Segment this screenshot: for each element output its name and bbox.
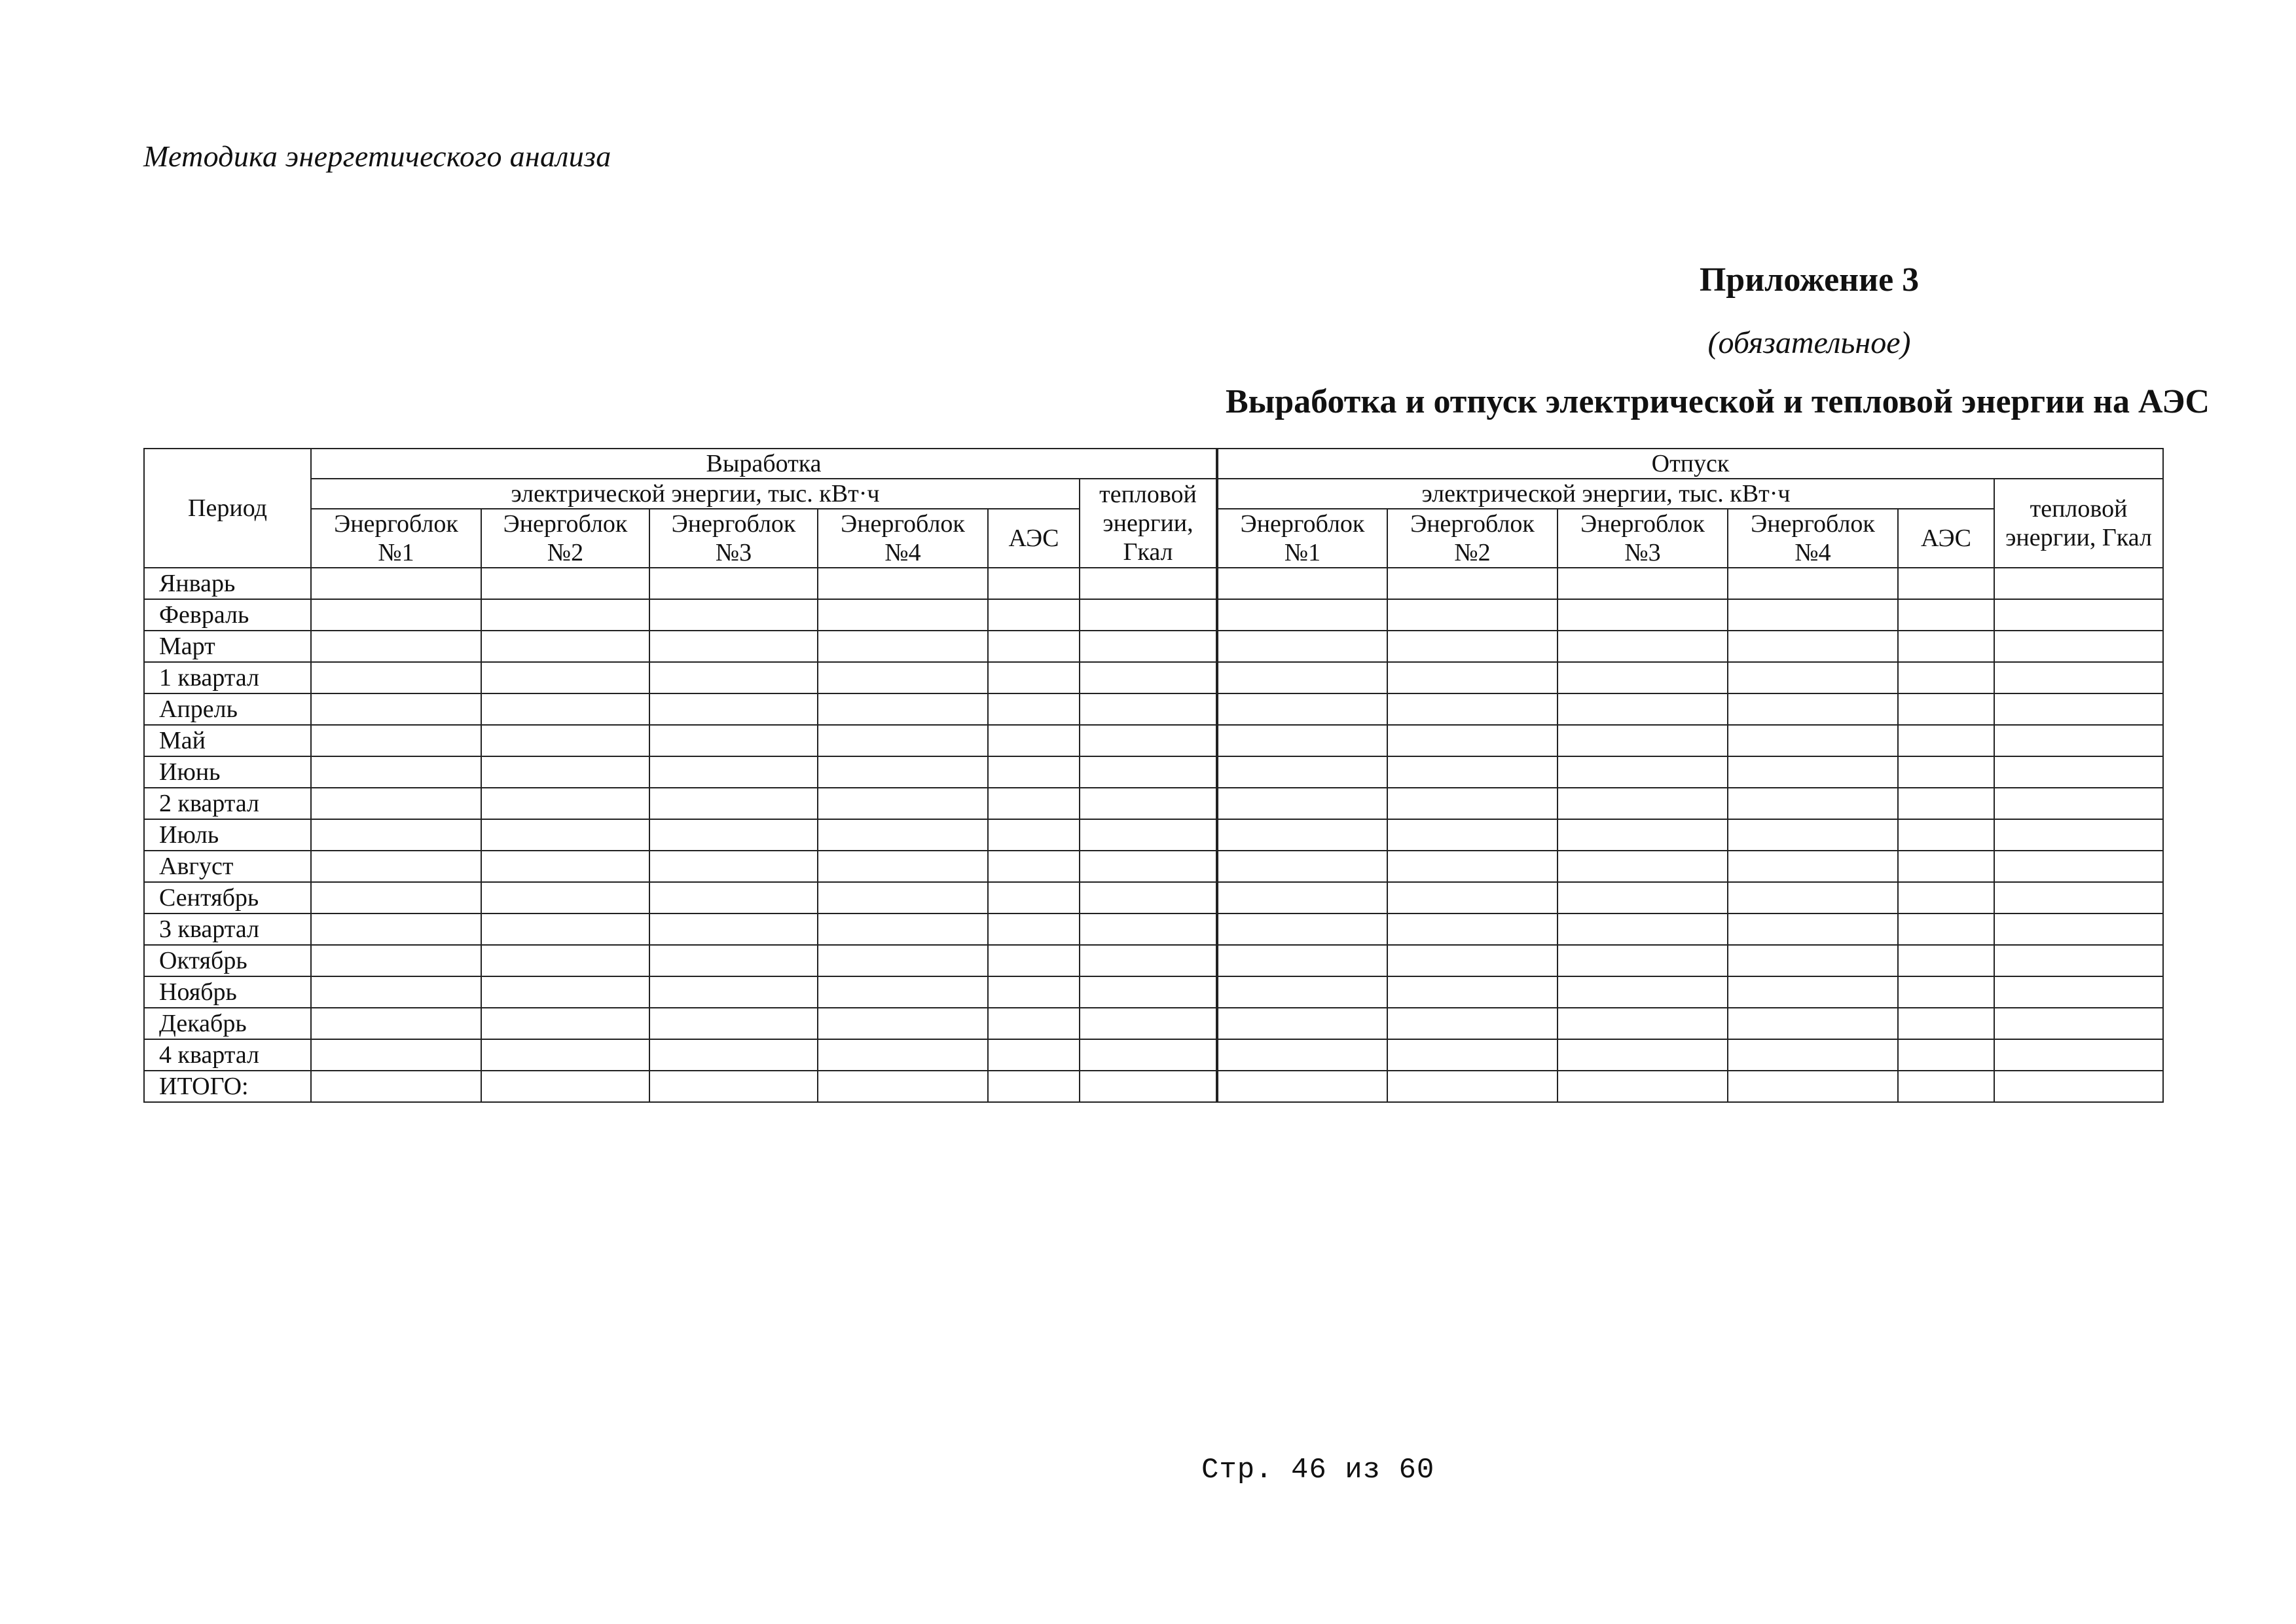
data-cell[interactable] xyxy=(1387,631,1558,662)
table-row xyxy=(144,1039,2163,1071)
period-cell: 1 квартал xyxy=(144,662,311,693)
period-cell: Сентябрь xyxy=(144,882,311,913)
data-cell[interactable] xyxy=(1728,693,1898,725)
data-cell[interactable] xyxy=(1080,819,1217,851)
table-row xyxy=(144,1008,2163,1039)
data-cell[interactable] xyxy=(988,1039,1080,1071)
data-cell[interactable] xyxy=(988,913,1080,945)
data-cell[interactable] xyxy=(311,568,481,599)
table-row xyxy=(144,662,2163,693)
data-cell[interactable] xyxy=(649,568,818,599)
data-cell[interactable] xyxy=(311,725,481,756)
data-cell[interactable] xyxy=(988,945,1080,976)
data-cell[interactable] xyxy=(1217,725,1387,756)
data-cell[interactable] xyxy=(1080,976,1217,1008)
data-cell[interactable] xyxy=(818,913,988,945)
data-cell[interactable] xyxy=(481,693,649,725)
period-cell: Август xyxy=(144,851,311,882)
data-cell[interactable] xyxy=(988,882,1080,913)
data-cell[interactable] xyxy=(649,913,818,945)
data-cell[interactable] xyxy=(1217,662,1387,693)
data-cell[interactable] xyxy=(481,725,649,756)
data-cell[interactable] xyxy=(1994,725,2163,756)
table-row xyxy=(144,882,2163,913)
data-cell[interactable] xyxy=(818,631,988,662)
data-cell[interactable] xyxy=(1898,599,1994,631)
data-cell[interactable] xyxy=(1217,1008,1387,1039)
header-row-subgroups xyxy=(144,479,2163,509)
data-cell[interactable] xyxy=(1387,851,1558,882)
data-cell[interactable] xyxy=(1080,662,1217,693)
table-row xyxy=(144,945,2163,976)
data-cell[interactable] xyxy=(1217,568,1387,599)
period-cell: ИТОГО: xyxy=(144,1071,311,1102)
period-cell: 3 квартал xyxy=(144,913,311,945)
data-cell[interactable] xyxy=(649,976,818,1008)
data-cell[interactable] xyxy=(1387,882,1558,913)
data-cell[interactable] xyxy=(1080,851,1217,882)
appendix-title: Приложение 3 xyxy=(1699,261,1920,299)
appendix-subtitle: (обязательное) xyxy=(1707,325,1911,360)
data-cell[interactable] xyxy=(1217,788,1387,819)
production-electric-header: электрической энергии, тыс. кВт·ч xyxy=(311,479,1080,509)
data-cell[interactable] xyxy=(1728,913,1898,945)
data-cell[interactable] xyxy=(649,599,818,631)
period-cell: Декабрь xyxy=(144,1008,311,1039)
supply-heat-header: тепловой энергии, Гкал xyxy=(1994,479,2163,568)
data-cell[interactable] xyxy=(1558,1008,1728,1039)
data-cell[interactable] xyxy=(1558,631,1728,662)
data-cell[interactable] xyxy=(311,631,481,662)
data-cell[interactable] xyxy=(649,819,818,851)
data-cell[interactable] xyxy=(818,725,988,756)
data-cell[interactable] xyxy=(1080,756,1217,788)
data-cell[interactable] xyxy=(311,756,481,788)
data-cell[interactable] xyxy=(1080,725,1217,756)
supply-electric-header: электрической энергии, тыс. кВт·ч xyxy=(1217,479,1994,509)
data-cell[interactable] xyxy=(1217,976,1387,1008)
data-cell[interactable] xyxy=(1898,693,1994,725)
data-cell[interactable] xyxy=(818,1008,988,1039)
table-row xyxy=(144,819,2163,851)
data-cell[interactable] xyxy=(1217,693,1387,725)
data-cell[interactable] xyxy=(1994,945,2163,976)
data-cell[interactable] xyxy=(1898,1071,1994,1102)
data-cell[interactable] xyxy=(1387,976,1558,1008)
data-cell[interactable] xyxy=(481,819,649,851)
data-cell[interactable] xyxy=(1728,631,1898,662)
production-npp-header: АЭС xyxy=(988,509,1080,568)
production-unit-4-header: Энергоблок №4 xyxy=(818,509,988,568)
data-cell[interactable] xyxy=(818,1039,988,1071)
data-cell[interactable] xyxy=(1558,913,1728,945)
data-cell[interactable] xyxy=(1898,976,1994,1008)
data-cell[interactable] xyxy=(1387,725,1558,756)
data-cell[interactable] xyxy=(1080,945,1217,976)
data-cell[interactable] xyxy=(481,631,649,662)
data-cell[interactable] xyxy=(1558,788,1728,819)
data-cell[interactable] xyxy=(1994,756,2163,788)
header-row-groups xyxy=(144,449,2163,479)
data-cell[interactable] xyxy=(1558,851,1728,882)
data-cell[interactable] xyxy=(1387,1008,1558,1039)
data-cell[interactable] xyxy=(311,819,481,851)
data-cell[interactable] xyxy=(1217,599,1387,631)
data-cell[interactable] xyxy=(1217,945,1387,976)
table-row xyxy=(144,851,2163,882)
production-heat-header: тепловой энергии, Гкал xyxy=(1080,479,1217,568)
data-cell[interactable] xyxy=(1898,819,1994,851)
data-cell[interactable] xyxy=(1898,631,1994,662)
data-cell[interactable] xyxy=(311,788,481,819)
data-cell[interactable] xyxy=(1728,976,1898,1008)
data-cell[interactable] xyxy=(818,882,988,913)
period-cell: Апрель xyxy=(144,693,311,725)
data-cell[interactable] xyxy=(1994,976,2163,1008)
data-cell[interactable] xyxy=(1387,693,1558,725)
data-cell[interactable] xyxy=(1217,1071,1387,1102)
table-row xyxy=(144,976,2163,1008)
data-cell[interactable] xyxy=(1994,819,2163,851)
period-cell: Октябрь xyxy=(144,945,311,976)
data-cell[interactable] xyxy=(311,599,481,631)
data-cell[interactable] xyxy=(649,945,818,976)
supply-unit-3-header: Энергоблок №3 xyxy=(1558,509,1728,568)
data-cell[interactable] xyxy=(1217,819,1387,851)
data-cell[interactable] xyxy=(1217,756,1387,788)
supply-unit-1-header: Энергоблок №1 xyxy=(1217,509,1387,568)
running-title: Методика энергетического анализа xyxy=(143,139,611,173)
data-cell[interactable] xyxy=(1994,1071,2163,1102)
table-row xyxy=(144,756,2163,788)
data-cell[interactable] xyxy=(1217,1039,1387,1071)
data-cell[interactable] xyxy=(1728,1039,1898,1071)
data-cell[interactable] xyxy=(1387,819,1558,851)
table-row xyxy=(144,693,2163,725)
data-cell[interactable] xyxy=(1898,913,1994,945)
data-cell[interactable] xyxy=(988,599,1080,631)
data-cell[interactable] xyxy=(818,788,988,819)
data-cell[interactable] xyxy=(988,568,1080,599)
data-cell[interactable] xyxy=(649,662,818,693)
data-cell[interactable] xyxy=(1080,1008,1217,1039)
data-cell[interactable] xyxy=(1898,788,1994,819)
data-cell[interactable] xyxy=(649,631,818,662)
data-cell[interactable] xyxy=(1558,756,1728,788)
data-cell[interactable] xyxy=(988,819,1080,851)
table-row xyxy=(144,1071,2163,1102)
data-cell[interactable] xyxy=(1994,851,2163,882)
data-cell[interactable] xyxy=(649,693,818,725)
data-cell[interactable] xyxy=(1217,851,1387,882)
data-cell[interactable] xyxy=(1387,568,1558,599)
data-cell[interactable] xyxy=(1728,1071,1898,1102)
data-cell[interactable] xyxy=(481,913,649,945)
data-cell[interactable] xyxy=(1558,568,1728,599)
data-cell[interactable] xyxy=(481,1008,649,1039)
data-cell[interactable] xyxy=(1898,568,1994,599)
period-cell: Март xyxy=(144,631,311,662)
data-cell[interactable] xyxy=(1080,1039,1217,1071)
data-cell[interactable] xyxy=(1728,851,1898,882)
data-cell[interactable] xyxy=(1217,631,1387,662)
table-row xyxy=(144,568,2163,599)
data-cell[interactable] xyxy=(1387,1071,1558,1102)
production-unit-3-header: Энергоблок №3 xyxy=(649,509,818,568)
data-cell[interactable] xyxy=(311,1039,481,1071)
data-cell[interactable] xyxy=(1994,631,2163,662)
data-cell[interactable] xyxy=(818,568,988,599)
period-cell: Май xyxy=(144,725,311,756)
data-cell[interactable] xyxy=(1994,599,2163,631)
data-cell[interactable] xyxy=(1898,851,1994,882)
data-cell[interactable] xyxy=(649,882,818,913)
data-cell[interactable] xyxy=(988,851,1080,882)
data-cell[interactable] xyxy=(818,851,988,882)
data-cell[interactable] xyxy=(1387,662,1558,693)
data-cell[interactable] xyxy=(818,693,988,725)
data-cell[interactable] xyxy=(649,756,818,788)
data-cell[interactable] xyxy=(311,945,481,976)
data-cell[interactable] xyxy=(311,693,481,725)
data-cell[interactable] xyxy=(1558,725,1728,756)
data-cell[interactable] xyxy=(481,945,649,976)
data-cell[interactable] xyxy=(481,882,649,913)
data-cell[interactable] xyxy=(818,976,988,1008)
data-cell[interactable] xyxy=(1387,788,1558,819)
data-cell[interactable] xyxy=(1387,945,1558,976)
data-cell[interactable] xyxy=(1080,913,1217,945)
data-cell[interactable] xyxy=(1080,631,1217,662)
data-cell[interactable] xyxy=(1080,788,1217,819)
data-cell[interactable] xyxy=(988,788,1080,819)
period-cell: Июль xyxy=(144,819,311,851)
data-cell[interactable] xyxy=(1994,1008,2163,1039)
data-cell[interactable] xyxy=(649,725,818,756)
data-cell[interactable] xyxy=(988,662,1080,693)
data-cell[interactable] xyxy=(818,819,988,851)
data-cell[interactable] xyxy=(1387,1039,1558,1071)
data-cell[interactable] xyxy=(1728,945,1898,976)
data-cell[interactable] xyxy=(1898,725,1994,756)
supply-unit-2-header: Энергоблок №2 xyxy=(1387,509,1558,568)
data-cell[interactable] xyxy=(481,1039,649,1071)
data-cell[interactable] xyxy=(1558,1071,1728,1102)
data-cell[interactable] xyxy=(311,976,481,1008)
table-title: Выработка и отпуск электрической и тепловой энергии на АЭС xyxy=(1225,383,2210,420)
data-cell[interactable] xyxy=(1728,819,1898,851)
data-cell[interactable] xyxy=(1080,1071,1217,1102)
data-cell[interactable] xyxy=(1898,1039,1994,1071)
period-cell: 4 квартал xyxy=(144,1039,311,1071)
data-cell[interactable] xyxy=(1558,819,1728,851)
period-cell: 2 квартал xyxy=(144,788,311,819)
data-cell[interactable] xyxy=(818,662,988,693)
data-cell[interactable] xyxy=(481,662,649,693)
data-cell[interactable] xyxy=(1558,693,1728,725)
data-cell[interactable] xyxy=(649,851,818,882)
data-cell[interactable] xyxy=(1994,568,2163,599)
data-cell[interactable] xyxy=(311,1071,481,1102)
period-cell: Ноябрь xyxy=(144,976,311,1008)
data-cell[interactable] xyxy=(988,1071,1080,1102)
data-cell[interactable] xyxy=(1728,788,1898,819)
data-cell[interactable] xyxy=(481,788,649,819)
data-cell[interactable] xyxy=(1558,599,1728,631)
supply-npp-header: АЭС xyxy=(1898,509,1994,568)
data-cell[interactable] xyxy=(1728,1008,1898,1039)
production-unit-2-header: Энергоблок №2 xyxy=(481,509,649,568)
data-cell[interactable] xyxy=(1728,599,1898,631)
data-cell[interactable] xyxy=(1898,882,1994,913)
data-cell[interactable] xyxy=(1728,756,1898,788)
data-cell[interactable] xyxy=(1728,568,1898,599)
data-cell[interactable] xyxy=(1728,882,1898,913)
data-cell[interactable] xyxy=(311,913,481,945)
data-cell[interactable] xyxy=(311,851,481,882)
data-cell[interactable] xyxy=(1558,976,1728,1008)
energy-table-container xyxy=(143,448,2162,1103)
data-cell[interactable] xyxy=(1728,725,1898,756)
data-cell[interactable] xyxy=(481,568,649,599)
period-cell: Январь xyxy=(144,568,311,599)
data-cell[interactable] xyxy=(1217,913,1387,945)
data-cell[interactable] xyxy=(1558,945,1728,976)
data-cell[interactable] xyxy=(481,599,649,631)
data-cell[interactable] xyxy=(988,1008,1080,1039)
data-cell[interactable] xyxy=(481,756,649,788)
data-cell[interactable] xyxy=(988,693,1080,725)
table-body xyxy=(144,568,2163,1102)
period-cell: Июнь xyxy=(144,756,311,788)
data-cell[interactable] xyxy=(1558,882,1728,913)
group-header-supply: Отпуск xyxy=(1217,449,2163,479)
data-cell[interactable] xyxy=(1387,599,1558,631)
data-cell[interactable] xyxy=(1558,1039,1728,1071)
data-cell[interactable] xyxy=(1217,882,1387,913)
table-row xyxy=(144,599,2163,631)
data-cell[interactable] xyxy=(1994,662,2163,693)
production-unit-1-header: Энергоблок №1 xyxy=(311,509,481,568)
data-cell[interactable] xyxy=(1994,882,2163,913)
data-cell[interactable] xyxy=(311,1008,481,1039)
data-cell[interactable] xyxy=(481,851,649,882)
data-cell[interactable] xyxy=(1898,1008,1994,1039)
data-cell[interactable] xyxy=(649,788,818,819)
data-cell[interactable] xyxy=(988,631,1080,662)
data-cell[interactable] xyxy=(649,1008,818,1039)
data-cell[interactable] xyxy=(1080,693,1217,725)
data-cell[interactable] xyxy=(1387,913,1558,945)
period-cell: Февраль xyxy=(144,599,311,631)
table-row xyxy=(144,725,2163,756)
data-cell[interactable] xyxy=(1898,662,1994,693)
table-row xyxy=(144,788,2163,819)
data-cell[interactable] xyxy=(988,976,1080,1008)
data-cell[interactable] xyxy=(1080,882,1217,913)
group-header-production: Выработка xyxy=(311,449,1217,479)
data-cell[interactable] xyxy=(311,662,481,693)
table-row xyxy=(144,631,2163,662)
data-cell[interactable] xyxy=(818,599,988,631)
data-cell[interactable] xyxy=(1387,756,1558,788)
data-cell[interactable] xyxy=(1994,788,2163,819)
data-cell[interactable] xyxy=(649,1039,818,1071)
data-cell[interactable] xyxy=(1994,1039,2163,1071)
table-row xyxy=(144,913,2163,945)
data-cell[interactable] xyxy=(1728,662,1898,693)
data-cell[interactable] xyxy=(818,756,988,788)
data-cell[interactable] xyxy=(1994,693,2163,725)
data-cell[interactable] xyxy=(1558,662,1728,693)
data-cell[interactable] xyxy=(311,882,481,913)
data-cell[interactable] xyxy=(1898,756,1994,788)
data-cell[interactable] xyxy=(988,756,1080,788)
energy-table xyxy=(143,448,2164,1103)
data-cell[interactable] xyxy=(1898,945,1994,976)
data-cell[interactable] xyxy=(818,945,988,976)
data-cell[interactable] xyxy=(1080,568,1217,599)
data-cell[interactable] xyxy=(818,1071,988,1102)
supply-unit-4-header: Энергоблок №4 xyxy=(1728,509,1898,568)
period-header: Период xyxy=(144,449,311,568)
data-cell[interactable] xyxy=(481,1071,649,1102)
page-number: Стр. 46 из 60 xyxy=(1201,1454,1435,1486)
data-cell[interactable] xyxy=(1080,599,1217,631)
data-cell[interactable] xyxy=(481,976,649,1008)
data-cell[interactable] xyxy=(988,725,1080,756)
data-cell[interactable] xyxy=(1994,913,2163,945)
data-cell[interactable] xyxy=(649,1071,818,1102)
